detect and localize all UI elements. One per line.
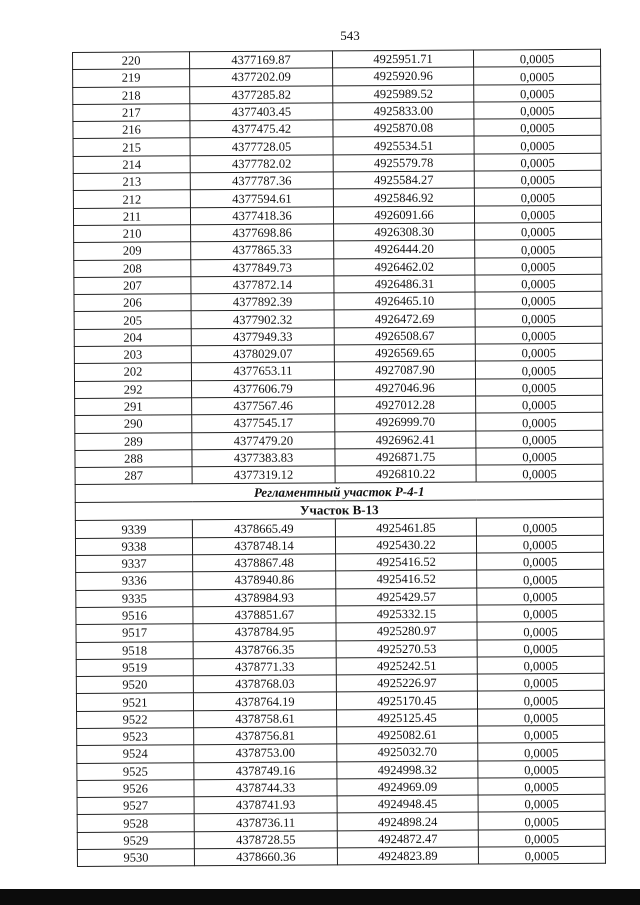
y-coordinate-cell: 4927012.28 [335,396,476,414]
x-coordinate-cell: 4378771.33 [193,658,336,676]
tolerance-cell: 0,0005 [475,257,602,275]
x-coordinate-cell: 4377567.46 [192,397,335,415]
point-number-cell: 9528 [77,814,194,832]
point-number-cell: 9519 [76,659,193,677]
tolerance-cell: 0,0005 [477,691,604,709]
x-coordinate-cell: 4377479.20 [192,431,335,449]
tolerance-cell: 0,0005 [474,136,601,154]
y-coordinate-cell: 4924998.32 [337,761,478,779]
x-coordinate-cell: 4378660.36 [194,848,337,866]
point-number-cell: 9530 [77,849,194,867]
y-coordinate-cell: 4925989.52 [333,85,474,103]
tolerance-cell: 0,0005 [475,361,602,379]
y-coordinate-cell: 4925280.97 [336,622,477,640]
point-number-cell: 218 [73,86,190,104]
point-number-cell: 9339 [75,520,192,538]
tolerance-cell: 0,0005 [477,587,604,605]
x-coordinate-cell: 4378748.14 [192,537,335,555]
scan-bottom-edge [0,889,640,905]
x-coordinate-cell: 4377475.42 [190,120,333,138]
point-number-cell: 288 [75,450,192,468]
tolerance-cell: 0,0005 [474,84,601,102]
y-coordinate-cell: 4926999.70 [335,413,476,431]
section-title: Регламентный участок Р-4-1 [75,482,603,503]
tolerance-cell: 0,0005 [478,725,605,743]
subsection-title: Участок В-13 [75,500,603,521]
y-coordinate-cell: 4926508.67 [334,327,475,345]
tolerance-cell: 0,0005 [473,49,600,67]
point-number-cell: 290 [75,415,192,433]
tolerance-cell: 0,0005 [475,291,602,309]
x-coordinate-cell: 4377383.83 [192,449,335,467]
tolerance-cell: 0,0005 [475,309,602,327]
y-coordinate-cell: 4926462.02 [334,258,475,276]
x-coordinate-cell: 4378940.86 [193,571,336,589]
tolerance-cell: 0,0005 [474,153,601,171]
x-coordinate-cell: 4377949.33 [191,328,334,346]
y-coordinate-cell: 4925534.51 [333,137,474,155]
point-number-cell: 210 [74,225,191,243]
point-number-cell: 9523 [77,728,194,746]
tolerance-cell: 0,0005 [475,222,602,240]
point-number-cell: 9529 [77,832,194,850]
x-coordinate-cell: 4377849.73 [191,258,334,276]
point-number-cell: 9525 [77,762,194,780]
tolerance-cell: 0,0005 [475,240,602,258]
x-coordinate-cell: 4377902.32 [191,310,334,328]
tolerance-cell: 0,0005 [475,326,602,344]
y-coordinate-cell: 4926569.65 [334,344,475,362]
x-coordinate-cell: 4377782.02 [190,155,333,173]
tolerance-cell: 0,0005 [476,430,603,448]
x-coordinate-cell: 4377202.09 [190,68,333,86]
x-coordinate-cell: 4377787.36 [190,172,333,190]
point-number-cell: 204 [74,329,191,347]
x-coordinate-cell: 4377403.45 [190,103,333,121]
point-number-cell: 289 [75,432,192,450]
y-coordinate-cell: 4926444.20 [334,240,475,258]
page-number: 543 [340,28,360,43]
x-coordinate-cell: 4378665.49 [192,519,335,537]
x-coordinate-cell: 4378029.07 [191,345,334,363]
coordinates-table-sheet [72,49,605,868]
point-number-cell: 292 [75,380,192,398]
y-coordinate-cell: 4926810.22 [335,465,476,483]
tolerance-cell: 0,0005 [478,760,605,778]
point-number-cell: 9335 [76,589,193,607]
point-number-cell: 9518 [76,641,193,659]
x-coordinate-cell: 4377872.14 [191,276,334,294]
y-coordinate-cell: 4925270.53 [336,640,477,658]
point-number-cell: 212 [73,190,190,208]
tolerance-cell: 0,0005 [477,639,604,657]
x-coordinate-cell: 4378768.03 [193,675,336,693]
point-number-cell: 213 [73,173,190,191]
point-number-cell: 9524 [77,745,194,763]
y-coordinate-cell: 4927087.90 [334,361,475,379]
x-coordinate-cell: 4377418.36 [190,207,333,225]
y-coordinate-cell: 4924823.89 [337,847,478,865]
y-coordinate-cell: 4925032.70 [337,743,478,761]
tolerance-cell: 0,0005 [474,170,601,188]
y-coordinate-cell: 4925242.51 [336,657,477,675]
tolerance-cell: 0,0005 [474,205,601,223]
tolerance-cell: 0,0005 [474,101,601,119]
point-number-cell: 220 [73,52,190,70]
point-number-cell: 203 [74,346,191,364]
point-number-cell: 202 [74,363,191,381]
tolerance-cell: 0,0005 [475,343,602,361]
tolerance-cell: 0,0005 [474,118,601,136]
x-coordinate-cell: 4378741.93 [194,796,337,814]
y-coordinate-cell: 4926486.31 [334,275,475,293]
y-coordinate-cell: 4925430.22 [335,536,476,554]
y-coordinate-cell: 4925125.45 [337,709,478,727]
x-coordinate-cell: 4378766.35 [193,640,336,658]
point-number-cell: 9522 [77,710,194,728]
x-coordinate-cell: 4378851.67 [193,606,336,624]
tolerance-cell: 0,0005 [478,812,605,830]
point-number-cell: 9527 [77,797,194,815]
tolerance-cell: 0,0005 [476,447,603,465]
y-coordinate-cell: 4926308.30 [334,223,475,241]
point-number-cell: 9338 [75,537,192,555]
y-coordinate-cell: 4925920.96 [333,67,474,85]
point-number-cell: 9526 [77,780,194,798]
point-number-cell: 287 [75,467,192,485]
x-coordinate-cell: 4378749.16 [194,761,337,779]
table-section-headers [75,482,603,521]
point-number-cell: 9336 [76,572,193,590]
y-coordinate-cell: 4925170.45 [336,691,477,709]
y-coordinate-cell: 4924969.09 [337,778,478,796]
x-coordinate-cell: 4378753.00 [194,744,337,762]
point-number-cell: 211 [73,207,190,225]
tolerance-cell: 0,0005 [477,621,604,639]
y-coordinate-cell: 4925870.08 [333,119,474,137]
x-coordinate-cell: 4378867.48 [193,554,336,572]
tolerance-cell: 0,0005 [478,846,605,864]
point-number-cell: 9520 [76,676,193,694]
x-coordinate-cell: 4378736.11 [194,813,337,831]
x-coordinate-cell: 4377892.39 [191,293,334,311]
x-coordinate-cell: 4378984.93 [193,589,336,607]
y-coordinate-cell: 4924948.45 [337,795,478,813]
y-coordinate-cell: 4925226.97 [336,674,477,692]
y-coordinate-cell: 4924872.47 [337,830,478,848]
y-coordinate-cell: 4926091.66 [333,206,474,224]
point-number-cell: 217 [73,104,190,122]
tolerance-cell: 0,0005 [477,570,604,588]
y-coordinate-cell: 4927046.96 [335,379,476,397]
point-number-cell: 216 [73,121,190,139]
y-coordinate-cell: 4925951.71 [332,50,473,68]
y-coordinate-cell: 4925833.00 [333,102,474,120]
point-number-cell: 9521 [76,693,193,711]
y-coordinate-cell: 4924898.24 [337,813,478,831]
point-number-cell: 209 [74,242,191,260]
point-number-cell: 205 [74,311,191,329]
x-coordinate-cell: 4378758.61 [194,710,337,728]
table-body-section-b [75,518,605,867]
x-coordinate-cell: 4377319.12 [192,466,335,484]
y-coordinate-cell: 4926871.75 [335,448,476,466]
x-coordinate-cell: 4377698.86 [191,224,334,242]
tolerance-cell: 0,0005 [477,656,604,674]
tolerance-cell: 0,0005 [478,708,605,726]
point-number-cell: 219 [73,69,190,87]
y-coordinate-cell: 4925584.27 [333,171,474,189]
y-coordinate-cell: 4926472.69 [334,309,475,327]
x-coordinate-cell: 4377285.82 [190,86,333,104]
y-coordinate-cell: 4925332.15 [336,605,477,623]
y-coordinate-cell: 4925429.57 [336,588,477,606]
tolerance-cell: 0,0005 [477,552,604,570]
y-coordinate-cell: 4926465.10 [334,292,475,310]
point-number-cell: 207 [74,277,191,295]
table-body-section-a [73,49,604,485]
x-coordinate-cell: 4377606.79 [192,380,335,398]
point-number-cell: 9337 [76,555,193,573]
tolerance-cell: 0,0005 [476,412,603,430]
coordinates-table [72,49,606,868]
tolerance-cell: 0,0005 [476,464,603,482]
x-coordinate-cell: 4378728.55 [194,831,337,849]
y-coordinate-cell: 4925082.61 [337,726,478,744]
tolerance-cell: 0,0005 [478,777,605,795]
y-coordinate-cell: 4925461.85 [335,518,476,536]
table-row [77,846,605,867]
x-coordinate-cell: 4378744.33 [194,779,337,797]
x-coordinate-cell: 4377728.05 [190,137,333,155]
x-coordinate-cell: 4378756.81 [194,727,337,745]
x-coordinate-cell: 4377865.33 [191,241,334,259]
tolerance-cell: 0,0005 [476,395,603,413]
tolerance-cell: 0,0005 [476,378,603,396]
tolerance-cell: 0,0005 [477,604,604,622]
y-coordinate-cell: 4925579.78 [333,154,474,172]
point-number-cell: 9517 [76,624,193,642]
x-coordinate-cell: 4377594.61 [190,189,333,207]
point-number-cell: 214 [73,156,190,174]
y-coordinate-cell: 4925846.92 [333,188,474,206]
x-coordinate-cell: 4377169.87 [190,51,333,69]
point-number-cell: 206 [74,294,191,312]
tolerance-cell: 0,0005 [477,673,604,691]
tolerance-cell: 0,0005 [476,535,603,553]
y-coordinate-cell: 4925416.52 [336,570,477,588]
tolerance-cell: 0,0005 [478,743,605,761]
tolerance-cell: 0,0005 [478,794,605,812]
x-coordinate-cell: 4377545.17 [192,414,335,432]
tolerance-cell: 0,0005 [476,518,603,536]
tolerance-cell: 0,0005 [474,188,601,206]
point-number-cell: 215 [73,138,190,156]
tolerance-cell: 0,0005 [478,829,605,847]
point-number-cell: 291 [75,398,192,416]
x-coordinate-cell: 4378784.95 [193,623,336,641]
y-coordinate-cell: 4926962.41 [335,431,476,449]
point-number-cell: 9516 [76,607,193,625]
y-coordinate-cell: 4925416.52 [336,553,477,571]
tolerance-cell: 0,0005 [474,67,601,85]
x-coordinate-cell: 4378764.19 [193,692,336,710]
point-number-cell: 208 [74,259,191,277]
x-coordinate-cell: 4377653.11 [191,362,334,380]
tolerance-cell: 0,0005 [475,274,602,292]
